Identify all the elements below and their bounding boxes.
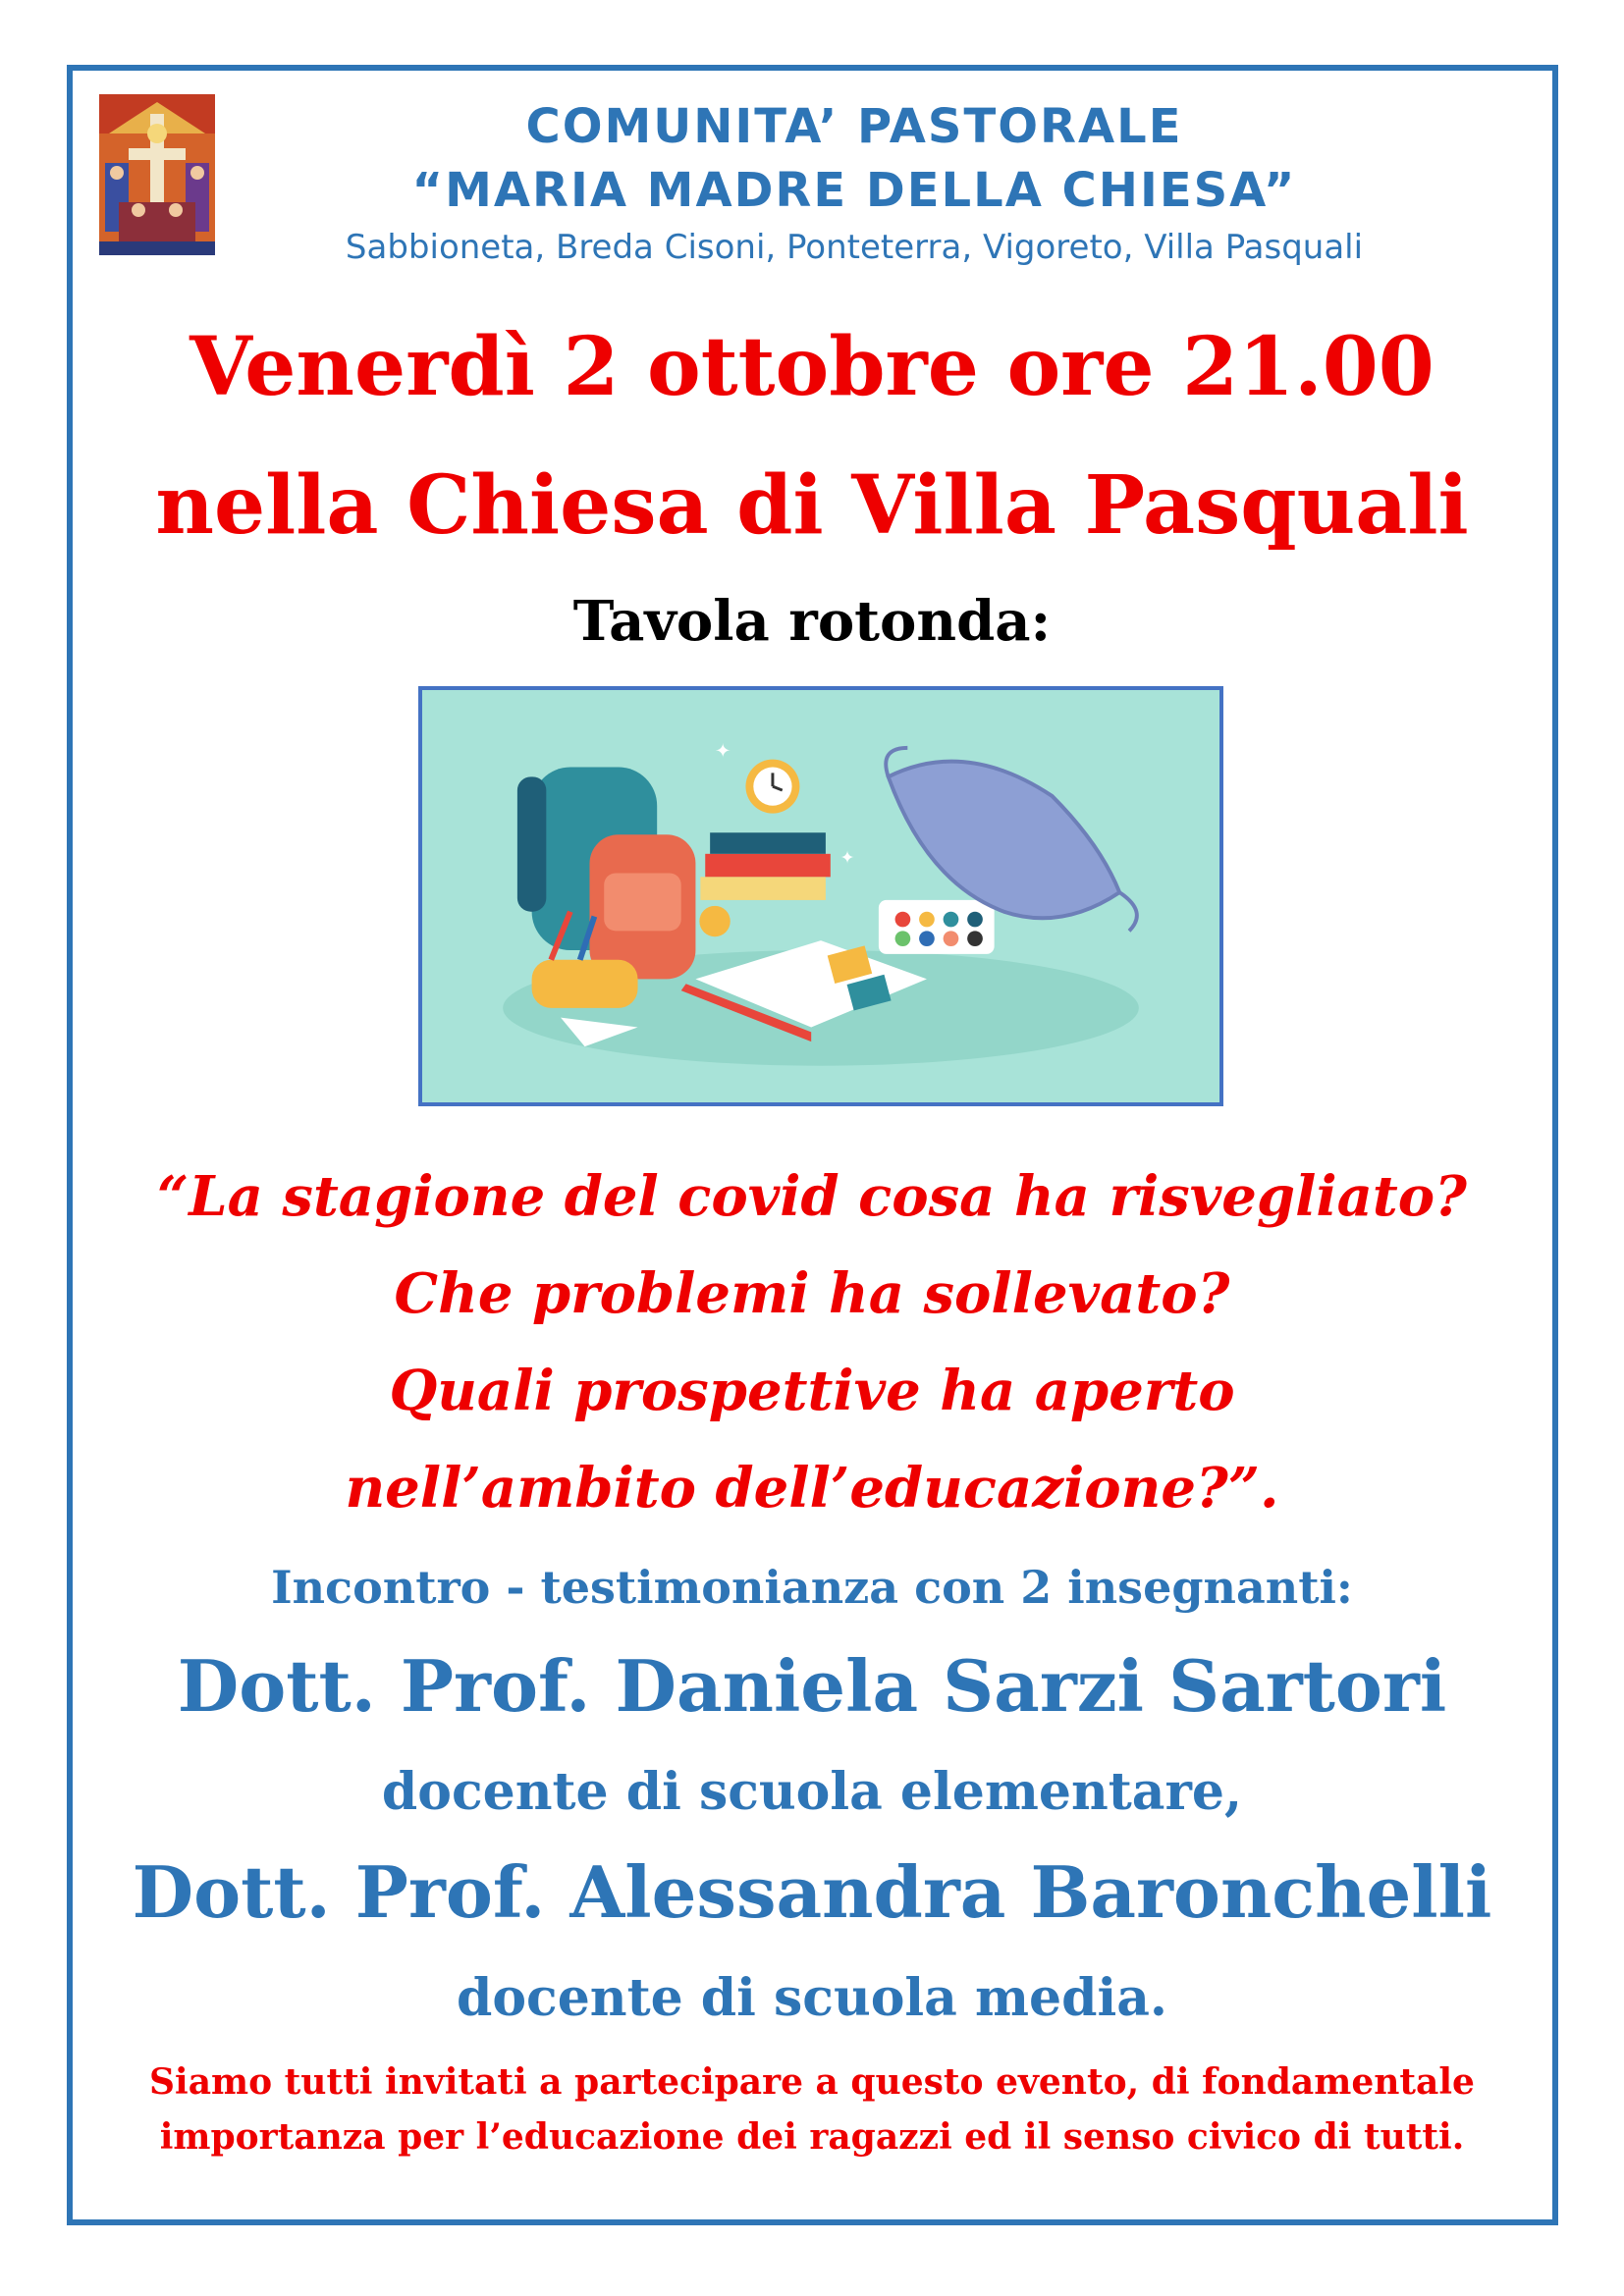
svg-text:✦: ✦ (839, 848, 855, 869)
community-name: “MARIA MADRE DELLA CHIESA” (411, 163, 1297, 218)
svg-text:✦: ✦ (715, 739, 731, 763)
question-line-4: nell’ambito dell’educazione?”. (345, 1456, 1279, 1521)
question-line-2: Che problemi ha sollevato? (394, 1261, 1230, 1326)
school-supplies-illustration (418, 686, 1223, 1106)
religious-icon-image (99, 94, 215, 255)
event-date-time: Venerdì 2 ottobre ore 21.00 (189, 320, 1435, 414)
speaker-role-1: docente di scuola elementare, (381, 1762, 1243, 1822)
community-title: COMUNITA’ PASTORALE (525, 99, 1183, 154)
speaker-name-1: Dott. Prof. Daniela Sarzi Sartori (177, 1644, 1447, 1728)
question-line-1: “La stagione del covid cosa ha risvegliato? (157, 1164, 1467, 1229)
invitation-line-1: Siamo tutti invitati a partecipare a questo evento, di fondamentale (149, 2061, 1475, 2103)
speakers-intro: Incontro - testimonianza con 2 insegnanti: (271, 1561, 1353, 1614)
speaker-role-2: docente di scuola media. (456, 1968, 1167, 2028)
speaker-name-2: Dott. Prof. Alessandra Baronchelli (132, 1850, 1492, 1934)
question-line-3: Quali prospettive ha aperto (389, 1359, 1235, 1423)
event-format: Tavola rotonda: (572, 589, 1052, 654)
event-location: nella Chiesa di Villa Pasquali (155, 458, 1469, 553)
invitation-line-2: importanza per l’educazione dei ragazzi ed il senso civico di tutti. (159, 2116, 1465, 2158)
parish-list: Sabbioneta, Breda Cisoni, Ponteterra, Vigoreto, Villa Pasquali (345, 228, 1364, 267)
